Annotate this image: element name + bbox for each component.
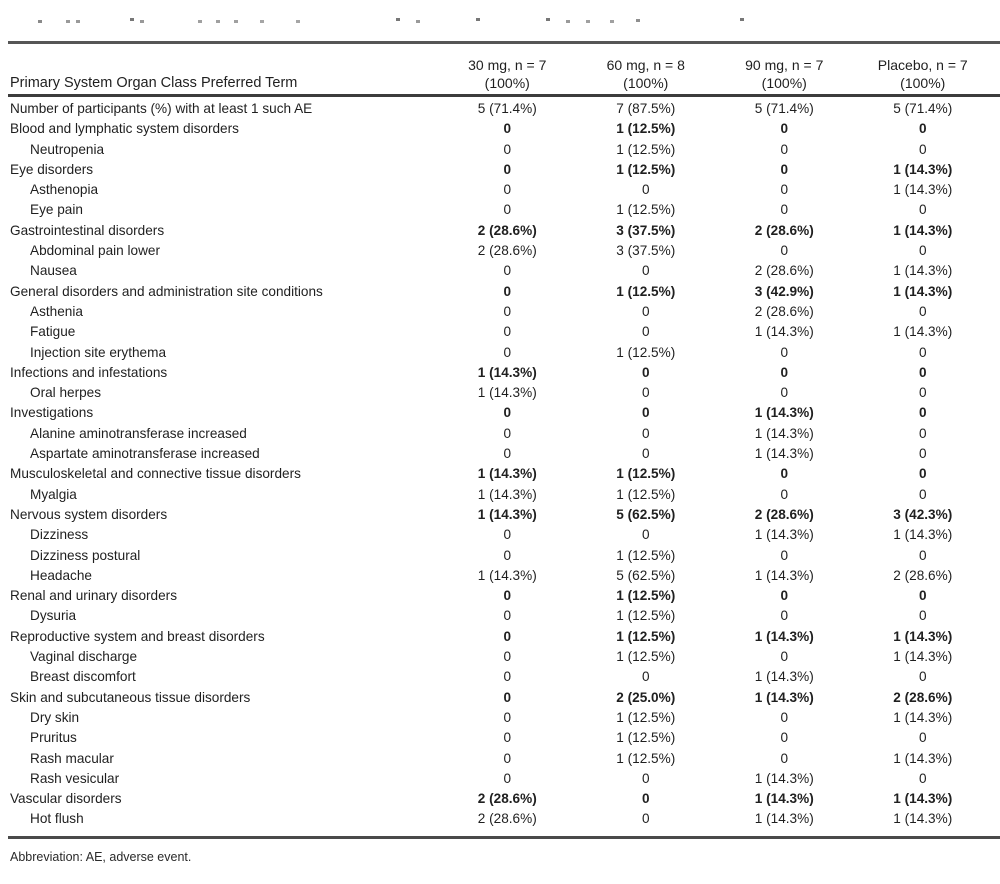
value-cell: 0 <box>918 588 927 604</box>
table-row <box>8 566 992 586</box>
table-row <box>8 444 992 464</box>
value-cell: 1 (12.5%) <box>616 730 676 746</box>
table-row <box>8 769 992 789</box>
value-cell: 0 <box>918 486 927 502</box>
value-cell: 1 (14.3%) <box>754 324 814 340</box>
value-cell: 0 <box>641 303 650 319</box>
term-cell: General disorders and administration site conditions <box>10 283 323 299</box>
table-row <box>8 667 992 687</box>
table-row <box>8 119 992 139</box>
value-cell: 0 <box>641 669 650 685</box>
value-cell: 0 <box>918 202 927 218</box>
value-cell: 0 <box>780 730 789 746</box>
value-cell: 0 <box>918 344 927 360</box>
term-cell: Neutropenia <box>30 141 105 157</box>
value-cell: 5 (71.4%) <box>754 101 814 116</box>
value-cell: 1 (12.5%) <box>616 466 676 482</box>
term-cell: Skin and subcutaneous tissue disorders <box>10 689 251 705</box>
value-cell: 0 <box>918 466 927 482</box>
value-cell: 0 <box>641 527 650 543</box>
value-cell: 1 (14.3%) <box>893 263 953 279</box>
term-cell: Nausea <box>30 263 77 279</box>
table-row <box>8 485 992 505</box>
value-cell: 0 <box>918 385 927 401</box>
value-cell: 0 <box>641 791 650 807</box>
value-cell: 0 <box>918 446 927 462</box>
value-cell: 1 (14.3%) <box>893 161 953 177</box>
value-cell: 1 (14.3%) <box>893 527 953 543</box>
table-row <box>8 180 992 200</box>
term-cell: Vaginal discharge <box>30 649 138 665</box>
table-row <box>8 525 992 545</box>
value-cell: 1 (12.5%) <box>616 486 676 502</box>
value-cell: 0 <box>780 649 789 665</box>
term-cell: Eye disorders <box>10 161 94 177</box>
value-cell: 5 (71.4%) <box>477 101 537 116</box>
value-cell: 1 (14.3%) <box>754 669 814 685</box>
term-cell: Blood and lymphatic system disorders <box>10 121 239 137</box>
value-cell: 1 (14.3%) <box>893 628 953 644</box>
value-cell: 0 <box>918 364 927 380</box>
value-cell: 0 <box>503 303 512 319</box>
value-cell: 0 <box>780 466 789 482</box>
value-cell: 0 <box>918 405 927 421</box>
value-cell: 1 (12.5%) <box>616 161 676 177</box>
table-row <box>8 809 992 829</box>
value-cell: 0 <box>503 770 512 786</box>
header-separator-rule <box>8 94 1000 97</box>
value-cell: 0 <box>503 121 512 137</box>
value-cell: 0 <box>641 263 650 279</box>
table-row <box>8 241 992 261</box>
table-row <box>8 728 992 748</box>
table-row <box>8 221 992 241</box>
value-cell: 0 <box>780 161 789 177</box>
term-cell: Renal and urinary disorders <box>10 588 177 604</box>
value-cell: 0 <box>503 141 512 157</box>
value-cell: 1 (12.5%) <box>616 608 676 624</box>
table-row <box>8 322 992 342</box>
value-cell: 0 <box>503 202 512 218</box>
value-cell: 1 (12.5%) <box>616 628 676 644</box>
value-cell: 0 <box>780 141 789 157</box>
value-cell: 1 (14.3%) <box>754 446 814 462</box>
table-row <box>8 99 992 119</box>
value-cell: 3 (37.5%) <box>616 243 676 259</box>
column-header-30mg <box>438 56 577 92</box>
value-cell: 1 (14.3%) <box>477 506 537 522</box>
value-cell: 0 <box>641 770 650 786</box>
term-cell: Dizziness <box>30 527 89 543</box>
value-cell: 0 <box>503 405 512 421</box>
value-cell: 0 <box>503 425 512 441</box>
value-cell: 1 (14.3%) <box>893 709 953 725</box>
term-cell: Breast discomfort <box>30 669 136 685</box>
value-cell: 0 <box>918 141 927 157</box>
value-cell: 1 (14.3%) <box>477 466 537 482</box>
value-cell: 1 (14.3%) <box>754 811 814 827</box>
value-cell: 0 <box>641 324 650 340</box>
column-header-30mg-line1: 30 mg, n = 7 <box>468 57 547 73</box>
table-row <box>8 403 992 423</box>
term-cell: Aspartate aminotransferase increased <box>30 446 260 462</box>
table-row <box>8 505 992 525</box>
value-cell: 1 (12.5%) <box>616 202 676 218</box>
value-cell: 0 <box>780 243 789 259</box>
value-cell: 0 <box>641 811 650 827</box>
value-cell: 1 (14.3%) <box>893 324 953 340</box>
value-cell: 0 <box>918 121 927 137</box>
abbreviation-footnote: Abbreviation: AE, adverse event. <box>10 850 192 864</box>
value-cell: 0 <box>780 486 789 502</box>
value-cell: 0 <box>780 364 789 380</box>
value-cell: 0 <box>641 405 650 421</box>
value-cell: 1 (14.3%) <box>754 770 814 786</box>
table-row <box>8 647 992 667</box>
value-cell: 0 <box>503 709 512 725</box>
value-cell: 0 <box>503 446 512 462</box>
value-cell: 5 (62.5%) <box>616 506 676 522</box>
value-cell: 1 (14.3%) <box>893 750 953 766</box>
term-cell: Headache <box>30 567 92 583</box>
column-header-placebo-line1: Placebo, n = 7 <box>877 57 968 73</box>
term-cell: Rash macular <box>30 750 114 766</box>
term-cell: Vascular disorders <box>10 791 122 807</box>
value-cell: 3 (42.3%) <box>893 506 953 522</box>
value-cell: 0 <box>503 750 512 766</box>
value-cell: 0 <box>918 425 927 441</box>
term-cell: Dry skin <box>30 709 80 725</box>
value-cell: 1 (12.5%) <box>616 283 676 299</box>
value-cell: 1 (12.5%) <box>616 750 676 766</box>
value-cell: 0 <box>780 182 789 198</box>
table-row <box>8 363 992 383</box>
term-cell: Pruritus <box>30 730 77 746</box>
value-cell: 0 <box>503 263 512 279</box>
table-row <box>8 383 992 403</box>
term-cell: Dysuria <box>30 608 77 624</box>
value-cell: 2 (25.0%) <box>616 689 676 705</box>
term-cell: Abdominal pain lower <box>30 243 160 259</box>
value-cell: 0 <box>918 730 927 746</box>
value-cell: 0 <box>503 669 512 685</box>
value-cell: 1 (14.3%) <box>754 405 814 421</box>
value-cell: 1 (14.3%) <box>477 385 537 401</box>
table-row <box>8 140 992 160</box>
value-cell: 0 <box>780 385 789 401</box>
value-cell: 1 (14.3%) <box>754 527 814 543</box>
column-header-90mg <box>715 56 854 92</box>
table-row <box>8 586 992 606</box>
column-header-60mg <box>577 56 716 92</box>
table-top-rule <box>8 41 1000 44</box>
table-row <box>8 708 992 728</box>
term-cell: Reproductive system and breast disorders <box>10 628 265 644</box>
value-cell: 0 <box>918 303 927 319</box>
term-cell: Rash vesicular <box>30 770 120 786</box>
term-cell: Hot flush <box>30 811 84 827</box>
table-row <box>8 688 992 708</box>
value-cell: 0 <box>918 547 927 563</box>
value-cell: 1 (14.3%) <box>893 811 953 827</box>
table-row <box>8 282 992 302</box>
cropped-caption-remnant <box>38 20 42 23</box>
term-cell: Infections and infestations <box>10 364 168 380</box>
value-cell: 3 (42.9%) <box>754 283 814 299</box>
value-cell: 2 (28.6%) <box>754 222 814 238</box>
value-cell: 0 <box>780 344 789 360</box>
column-header-30mg-line2: (100%) <box>484 75 530 91</box>
table-row <box>8 261 992 281</box>
value-cell: 2 (28.6%) <box>893 567 953 583</box>
value-cell: 0 <box>503 588 512 604</box>
value-cell: 0 <box>503 689 512 705</box>
value-cell: 2 (28.6%) <box>477 222 537 238</box>
value-cell: 2 (28.6%) <box>893 689 953 705</box>
value-cell: 2 (28.6%) <box>754 263 814 279</box>
value-cell: 0 <box>503 344 512 360</box>
table-row <box>8 606 992 626</box>
table-row <box>8 627 992 647</box>
table-row <box>8 160 992 180</box>
value-cell: 0 <box>641 425 650 441</box>
column-header-placebo-line2: (100%) <box>900 75 946 91</box>
value-cell: 0 <box>503 649 512 665</box>
term-cell: Gastrointestinal disorders <box>10 222 165 238</box>
value-cell: 2 (28.6%) <box>477 243 537 259</box>
term-cell: Myalgia <box>30 486 77 502</box>
table-row <box>8 302 992 322</box>
value-cell: 3 (37.5%) <box>616 222 676 238</box>
value-cell: 0 <box>503 527 512 543</box>
table-row <box>8 424 992 444</box>
value-cell: 1 (14.3%) <box>754 628 814 644</box>
value-cell: 0 <box>503 730 512 746</box>
value-cell: 2 (28.6%) <box>477 791 537 807</box>
table-row <box>8 464 992 484</box>
value-cell: 1 (14.3%) <box>754 791 814 807</box>
value-cell: 1 (12.5%) <box>616 649 676 665</box>
value-cell: 1 (14.3%) <box>477 567 537 583</box>
value-cell: 0 <box>918 243 927 259</box>
term-cell: Dizziness postural <box>30 547 141 563</box>
value-cell: 1 (14.3%) <box>754 567 814 583</box>
value-cell: 2 (28.6%) <box>754 303 814 319</box>
value-cell: 0 <box>780 709 789 725</box>
term-cell: Fatigue <box>30 324 76 340</box>
value-cell: 1 (14.3%) <box>477 486 537 502</box>
value-cell: 0 <box>641 364 650 380</box>
value-cell: 0 <box>918 770 927 786</box>
table-bottom-rule <box>8 836 1000 839</box>
value-cell: 0 <box>780 121 789 137</box>
value-cell: 0 <box>503 324 512 340</box>
value-cell: 1 (12.5%) <box>616 588 676 604</box>
table-row <box>8 749 992 769</box>
value-cell: 1 (12.5%) <box>616 344 676 360</box>
value-cell: 0 <box>503 628 512 644</box>
value-cell: 0 <box>918 608 927 624</box>
table-header-row <box>8 48 992 92</box>
table-row <box>8 343 992 363</box>
column-header-placebo <box>854 56 993 92</box>
value-cell: 0 <box>918 669 927 685</box>
value-cell: 0 <box>780 547 789 563</box>
value-cell: 0 <box>780 202 789 218</box>
value-cell: 5 (62.5%) <box>616 567 676 583</box>
value-cell: 2 (28.6%) <box>477 811 537 827</box>
term-cell: Injection site erythema <box>30 344 167 360</box>
column-header-90mg-line1: 90 mg, n = 7 <box>745 57 824 73</box>
value-cell: 0 <box>780 750 789 766</box>
value-cell: 0 <box>503 608 512 624</box>
column-header-term: Primary System Organ Class Preferred Term <box>10 75 298 91</box>
column-header-90mg-line2: (100%) <box>761 75 807 91</box>
value-cell: 7 (87.5%) <box>616 101 676 116</box>
value-cell: 1 (14.3%) <box>893 791 953 807</box>
table-body <box>8 99 992 830</box>
term-cell: Oral herpes <box>30 385 102 401</box>
value-cell: 1 (14.3%) <box>893 182 953 198</box>
value-cell: 1 (12.5%) <box>616 547 676 563</box>
term-cell: Musculoskeletal and connective tissue disorders <box>10 466 301 482</box>
value-cell: 2 (28.6%) <box>754 506 814 522</box>
value-cell: 1 (14.3%) <box>754 689 814 705</box>
value-cell: 1 (14.3%) <box>893 283 953 299</box>
value-cell: 1 (14.3%) <box>477 364 537 380</box>
term-cell: Nervous system disorders <box>10 506 168 522</box>
value-cell: 1 (14.3%) <box>754 425 814 441</box>
term-cell: Asthenia <box>30 303 83 319</box>
table-row <box>8 200 992 220</box>
table-row <box>8 789 992 809</box>
term-cell: Alanine aminotransferase increased <box>30 425 247 441</box>
value-cell: 0 <box>641 385 650 401</box>
column-header-60mg-line1: 60 mg, n = 8 <box>606 57 685 73</box>
term-cell: Investigations <box>10 405 94 421</box>
value-cell: 0 <box>641 182 650 198</box>
value-cell: 0 <box>503 547 512 563</box>
term-cell: Asthenopia <box>30 182 99 198</box>
value-cell: 0 <box>641 446 650 462</box>
value-cell: 1 (12.5%) <box>616 121 676 137</box>
value-cell: 1 (12.5%) <box>616 709 676 725</box>
table-row <box>8 546 992 566</box>
value-cell: 0 <box>780 608 789 624</box>
value-cell: 0 <box>503 182 512 198</box>
value-cell: 0 <box>780 588 789 604</box>
value-cell: 1 (12.5%) <box>616 141 676 157</box>
term-cell: Number of participants (%) with at least 1 such AE <box>10 101 313 116</box>
value-cell: 0 <box>503 283 512 299</box>
value-cell: 5 (71.4%) <box>893 101 953 116</box>
value-cell: 1 (14.3%) <box>893 222 953 238</box>
column-header-60mg-line2: (100%) <box>623 75 669 91</box>
value-cell: 0 <box>503 161 512 177</box>
value-cell: 1 (14.3%) <box>893 649 953 665</box>
term-cell: Eye pain <box>30 202 83 218</box>
